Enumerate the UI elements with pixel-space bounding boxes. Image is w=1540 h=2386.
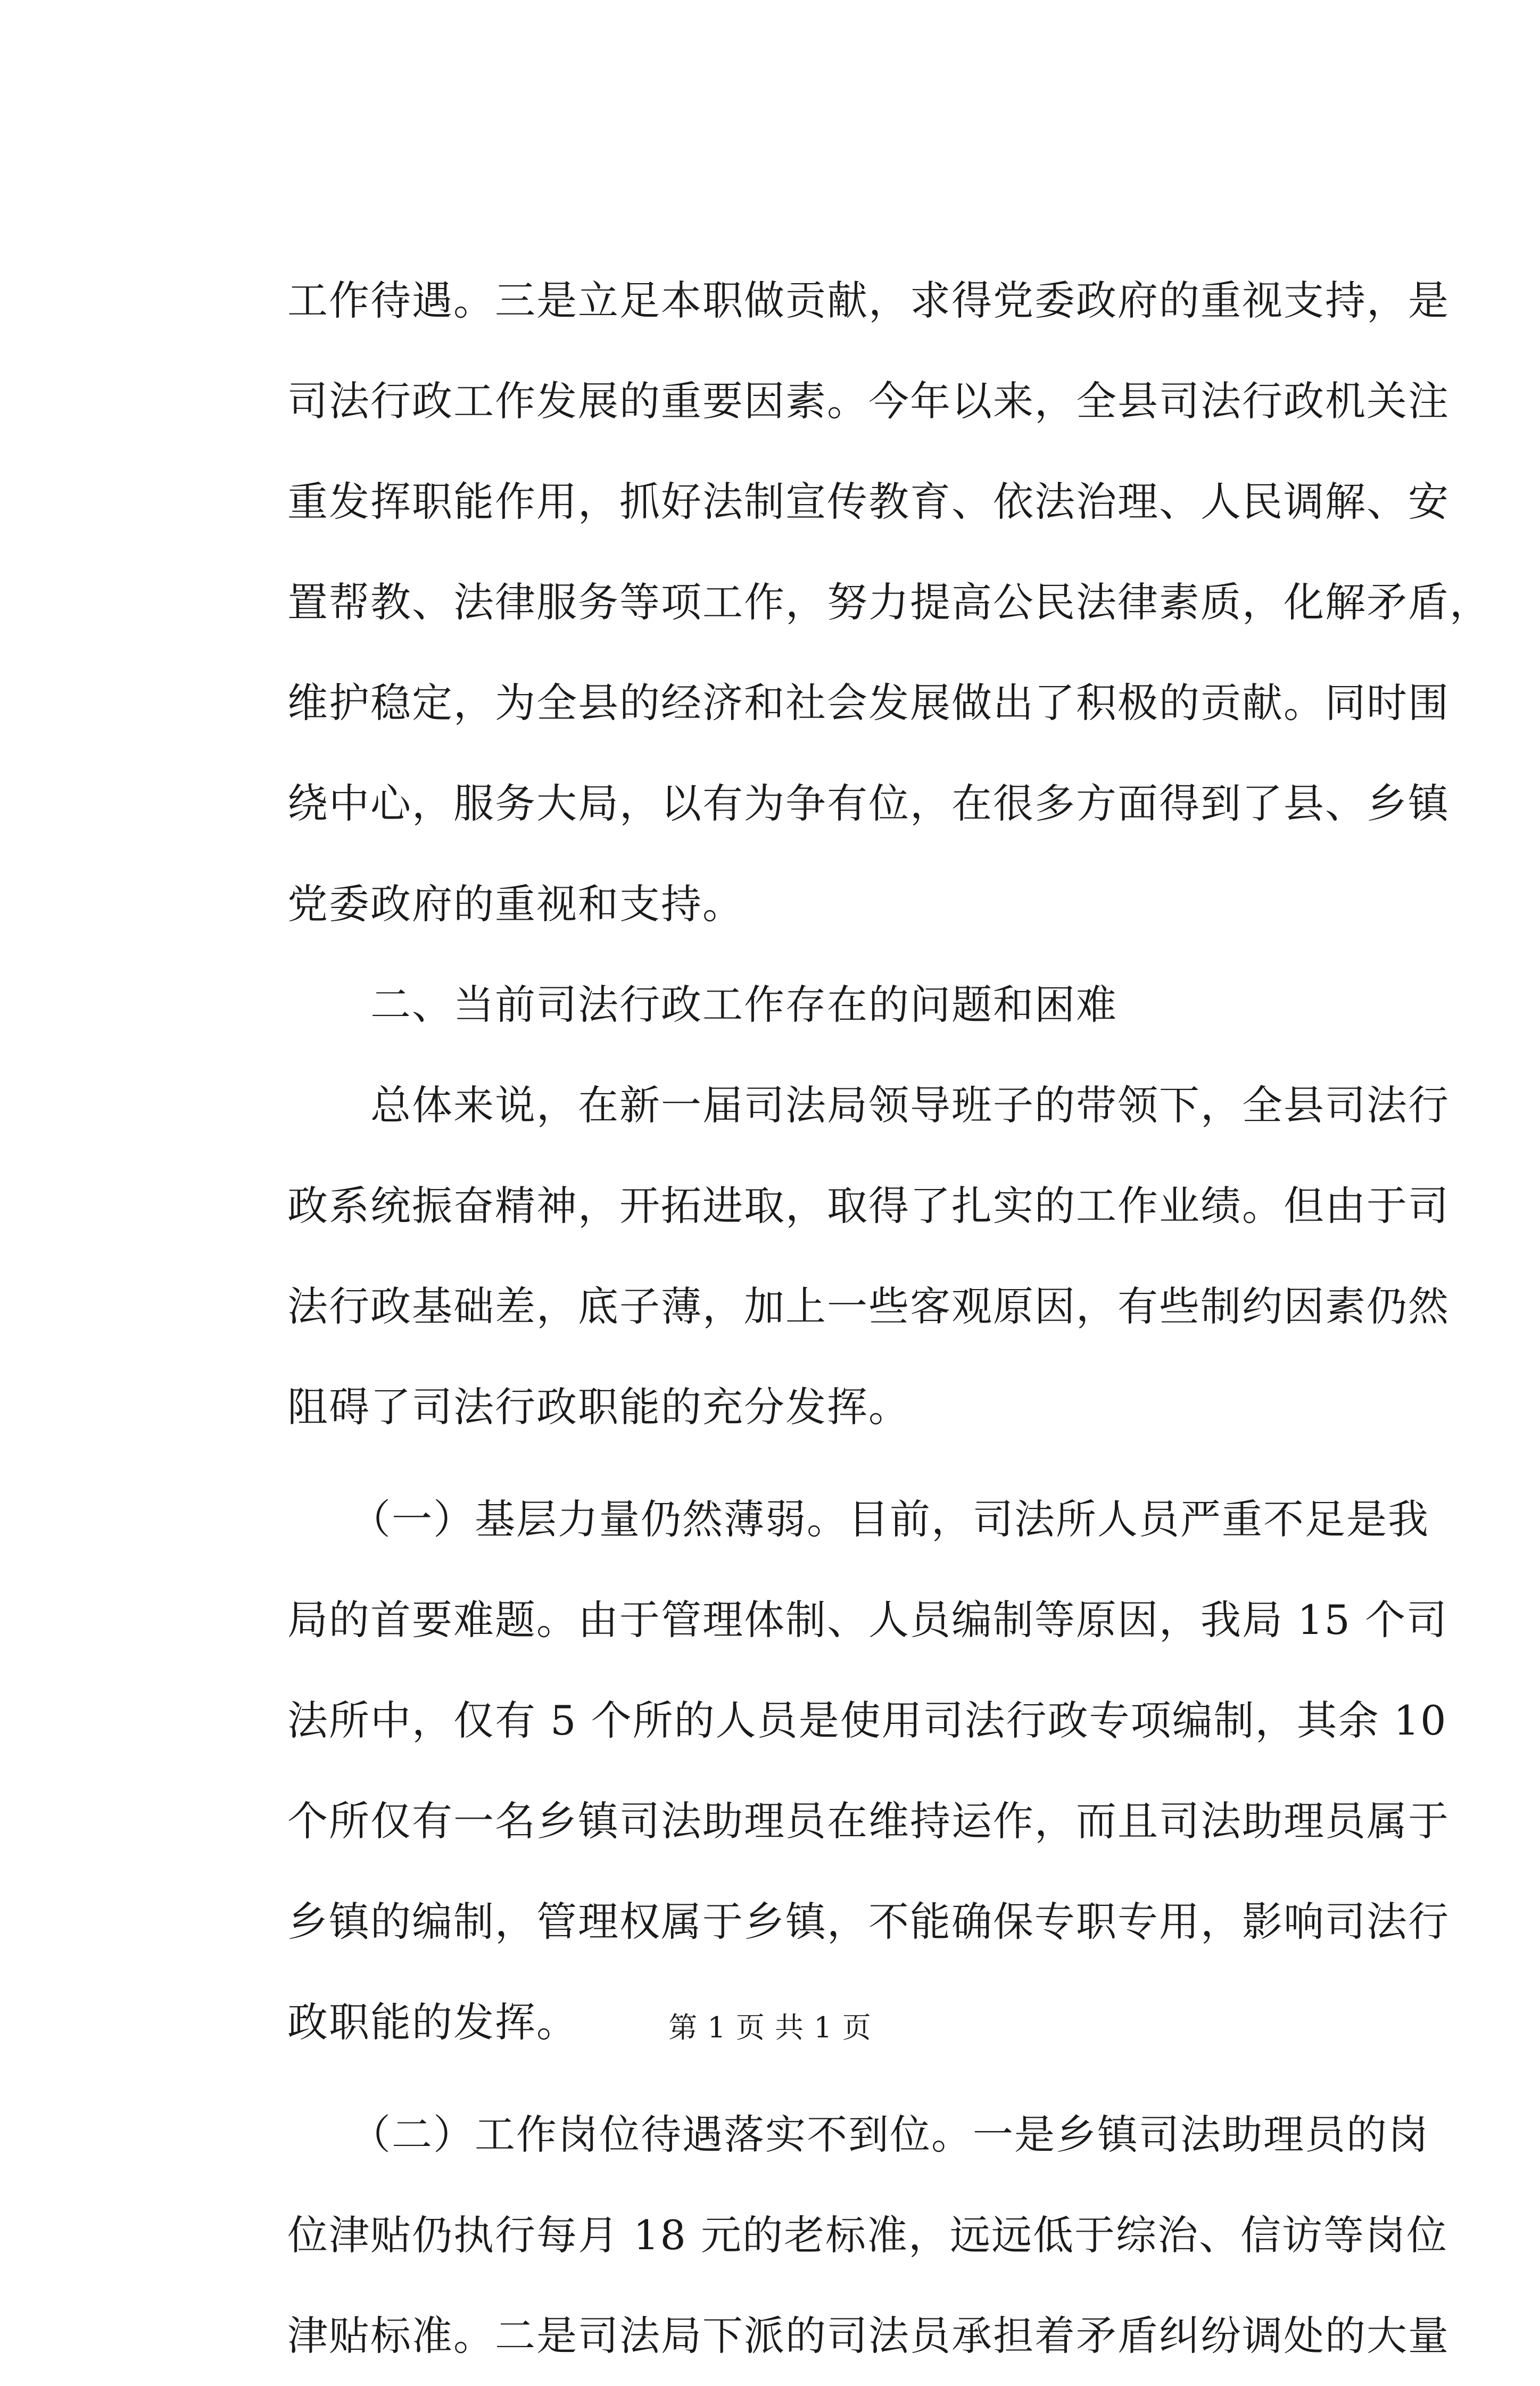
text-line: 绕中心，服务大局，以有为争有位，在很多方面得到了县、乡镇 — [287, 780, 1450, 827]
text-line: 局的首要难题。由于管理体制、人员编制等原因，我局 15 个司 — [287, 1596, 1448, 1644]
text-line: 政职能的发挥。 — [287, 1999, 578, 2046]
text-line: 置帮教、法律服务等项工作，努力提高公民法律素质，化解矛盾， — [287, 579, 1491, 626]
paragraph-gap — [287, 2073, 1346, 2084]
text-line: 工作待遇。三是立足本职做贡献，求得党委政府的重视支持，是 — [287, 277, 1450, 324]
section-heading: 二、当前司法行政工作存在的问题和困难 — [287, 981, 1117, 1028]
text-line: 乡镇的编制，管理权属于乡镇，不能确保专职专用，影响司法行 — [287, 1898, 1450, 1945]
text-line: 司法行政工作发展的重要因素。今年以来，全县司法行政机关注 — [287, 377, 1450, 425]
text-line: 法所中，仅有 5 个所的人员是使用司法行政专项编制，其余 10 — [287, 1697, 1447, 1744]
text-line: 总体来说，在新一届司法局领导班子的带领下，全县司法行 — [287, 1081, 1450, 1129]
text-line: 阻碍了司法行政职能的充分发挥。 — [287, 1383, 910, 1431]
text-line: 重发挥职能作用，抓好法制宣传教育、依法治理、人民调解、安 — [287, 478, 1450, 525]
text-line: 个所仅有一名乡镇司法助理员在维持运作，而且司法助理员属于 — [287, 1797, 1450, 1845]
text-line: 政系统振奋精神，开拓进取，取得了扎实的工作业绩。但由于司 — [287, 1182, 1450, 1229]
text-line: 位津贴仍执行每月 18 元的老标准，远远低于综治、信访等岗位 — [287, 2211, 1448, 2259]
paragraph-gap — [287, 1457, 1346, 1469]
subsection-heading-line: （二）工作岗位待遇落实不到位。一是乡镇司法助理员的岗 — [287, 2111, 1429, 2158]
text-line: 津贴标准。二是司法局下派的司法员承担着矛盾纠纷调处的大量 — [287, 2312, 1450, 2359]
text-line: 法行政基础差，底子薄，加上一些客观原因，有些制约因素仍然 — [287, 1283, 1450, 1330]
text-line: 维护稳定，为全县的经济和社会发展做出了积极的贡献。同时围 — [287, 679, 1450, 726]
page-number-label: 第 1 页 共 1 页 — [668, 2011, 872, 2044]
page-footer — [0, 2009, 1540, 2046]
subsection-heading-line: （一）基层力量仍然薄弱。目前，司法所人员严重不足是我 — [287, 1496, 1429, 1543]
text-line: 党委政府的重视和支持。 — [287, 880, 744, 928]
document-body — [287, 250, 1491, 2386]
